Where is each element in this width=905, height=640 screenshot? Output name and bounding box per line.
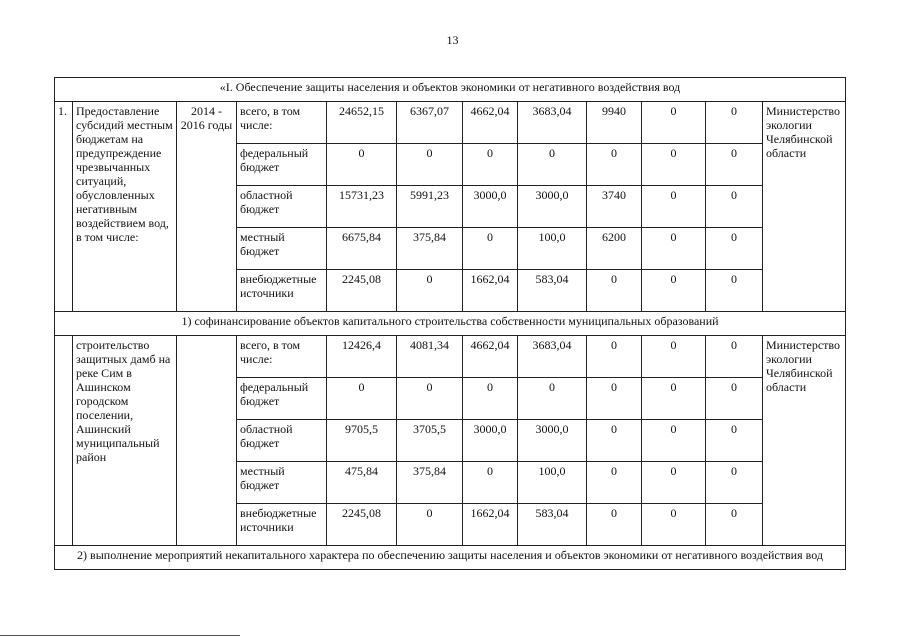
funding-value: 3000,0 bbox=[518, 186, 587, 228]
funding-value: 6675,84 bbox=[327, 228, 397, 270]
funding-value: 0 bbox=[706, 228, 763, 270]
period: 2014 - 2016 годы bbox=[177, 102, 237, 312]
funding-source: областной бюджет bbox=[237, 420, 327, 462]
funding-value: 0 bbox=[327, 144, 397, 186]
funding-value: 0 bbox=[587, 378, 642, 420]
funding-value: 3705,5 bbox=[397, 420, 463, 462]
funding-value: 3000,0 bbox=[463, 186, 518, 228]
funding-value: 0 bbox=[642, 378, 706, 420]
funding-value: 24652,15 bbox=[327, 102, 397, 144]
funding-source: внебюджетные источники bbox=[237, 270, 327, 312]
funding-value: 9705,5 bbox=[327, 420, 397, 462]
funding-source: федеральный бюджет bbox=[237, 144, 327, 186]
funding-value: 375,84 bbox=[397, 228, 463, 270]
funding-value: 0 bbox=[706, 144, 763, 186]
page-number: 13 bbox=[446, 33, 459, 47]
funding-value: 9940 bbox=[587, 102, 642, 144]
funding-value: 0 bbox=[642, 420, 706, 462]
funding-value: 5991,23 bbox=[397, 186, 463, 228]
funding-value: 0 bbox=[642, 102, 706, 144]
funding-value: 6200 bbox=[587, 228, 642, 270]
funding-source: внебюджетные источники bbox=[237, 504, 327, 546]
period bbox=[177, 336, 237, 546]
funding-value: 0 bbox=[587, 504, 642, 546]
funding-value: 2245,08 bbox=[327, 270, 397, 312]
table-row bbox=[55, 336, 846, 378]
measure-name: Предоставление субсидий местным бюджетам на предупреждение чрезвычанных ситуаций, обусловленных негативным воздействием вод, в том числе: bbox=[73, 102, 177, 312]
funding-value: 0 bbox=[642, 228, 706, 270]
funding-value: 0 bbox=[706, 504, 763, 546]
funding-value: 3683,04 bbox=[518, 102, 587, 144]
section-title: «I. Обеспечение защиты населения и объектов экономики от негативного воздействия вод bbox=[55, 78, 846, 102]
funding-value: 0 bbox=[518, 144, 587, 186]
funding-source: местный бюджет bbox=[237, 228, 327, 270]
funding-value: 1662,04 bbox=[463, 504, 518, 546]
funding-value: 0 bbox=[642, 504, 706, 546]
funding-value: 100,0 bbox=[518, 228, 587, 270]
funding-value: 0 bbox=[642, 462, 706, 504]
funding-value: 0 bbox=[706, 462, 763, 504]
funding-value: 1662,04 bbox=[463, 270, 518, 312]
funding-source: всего, в том числе: bbox=[237, 336, 327, 378]
funding-value: 2245,08 bbox=[327, 504, 397, 546]
funding-value: 3683,04 bbox=[518, 336, 587, 378]
funding-value: 0 bbox=[587, 144, 642, 186]
funding-value: 0 bbox=[587, 336, 642, 378]
funding-value: 0 bbox=[642, 144, 706, 186]
program-table bbox=[54, 77, 846, 570]
funding-value: 4662,04 bbox=[463, 336, 518, 378]
funding-value: 0 bbox=[706, 336, 763, 378]
funding-value: 100,0 bbox=[518, 462, 587, 504]
table-row bbox=[55, 102, 846, 144]
subsection-title: 2) выполнение мероприятий некапитального характера по обеспечению защиты населения и объектов экономики от негативного воздействия вод bbox=[55, 546, 846, 570]
funding-value: 583,04 bbox=[518, 504, 587, 546]
section-row bbox=[55, 78, 846, 102]
funding-value: 0 bbox=[706, 378, 763, 420]
funding-value: 0 bbox=[642, 186, 706, 228]
section-row bbox=[55, 546, 846, 570]
funding-value: 0 bbox=[397, 504, 463, 546]
funding-value: 0 bbox=[327, 378, 397, 420]
funding-value: 475,84 bbox=[327, 462, 397, 504]
responsible-ministry: Министерство экологии Челябинской области bbox=[763, 102, 846, 312]
section-row bbox=[55, 312, 846, 336]
funding-value: 12426,4 bbox=[327, 336, 397, 378]
funding-value: 583,04 bbox=[518, 270, 587, 312]
funding-value: 0 bbox=[706, 270, 763, 312]
funding-source: местный бюджет bbox=[237, 462, 327, 504]
funding-value: 4081,34 bbox=[397, 336, 463, 378]
funding-value: 0 bbox=[463, 378, 518, 420]
funding-value: 6367,07 bbox=[397, 102, 463, 144]
subsection-title: 1) софинансирование объектов капитального строительства собственности муниципальных образований bbox=[55, 312, 846, 336]
funding-source: федеральный бюджет bbox=[237, 378, 327, 420]
funding-value: 0 bbox=[642, 336, 706, 378]
funding-value: 0 bbox=[397, 378, 463, 420]
funding-value: 4662,04 bbox=[463, 102, 518, 144]
row-number bbox=[55, 336, 73, 546]
funding-value: 0 bbox=[587, 270, 642, 312]
row-number: 1. bbox=[55, 102, 73, 312]
footnote-line bbox=[0, 635, 240, 636]
funding-value: 375,84 bbox=[397, 462, 463, 504]
funding-value: 15731,23 bbox=[327, 186, 397, 228]
funding-value: 0 bbox=[587, 462, 642, 504]
funding-value: 3000,0 bbox=[518, 420, 587, 462]
funding-value: 0 bbox=[463, 228, 518, 270]
responsible-ministry: Министерство экологии Челябинской области bbox=[763, 336, 846, 546]
funding-value: 3000,0 bbox=[463, 420, 518, 462]
funding-source: всего, в том числе: bbox=[237, 102, 327, 144]
funding-value: 0 bbox=[518, 378, 587, 420]
funding-value: 0 bbox=[397, 144, 463, 186]
funding-value: 0 bbox=[706, 186, 763, 228]
funding-value: 0 bbox=[706, 102, 763, 144]
funding-value: 3740 bbox=[587, 186, 642, 228]
funding-value: 0 bbox=[463, 144, 518, 186]
measure-name: строительство защитных дамб на реке Сим в Ашинском городском поселении, Ашинский муниципальный район bbox=[73, 336, 177, 546]
funding-value: 0 bbox=[587, 420, 642, 462]
funding-source: областной бюджет bbox=[237, 186, 327, 228]
funding-value: 0 bbox=[397, 270, 463, 312]
funding-value: 0 bbox=[706, 420, 763, 462]
funding-value: 0 bbox=[642, 270, 706, 312]
funding-value: 0 bbox=[463, 462, 518, 504]
